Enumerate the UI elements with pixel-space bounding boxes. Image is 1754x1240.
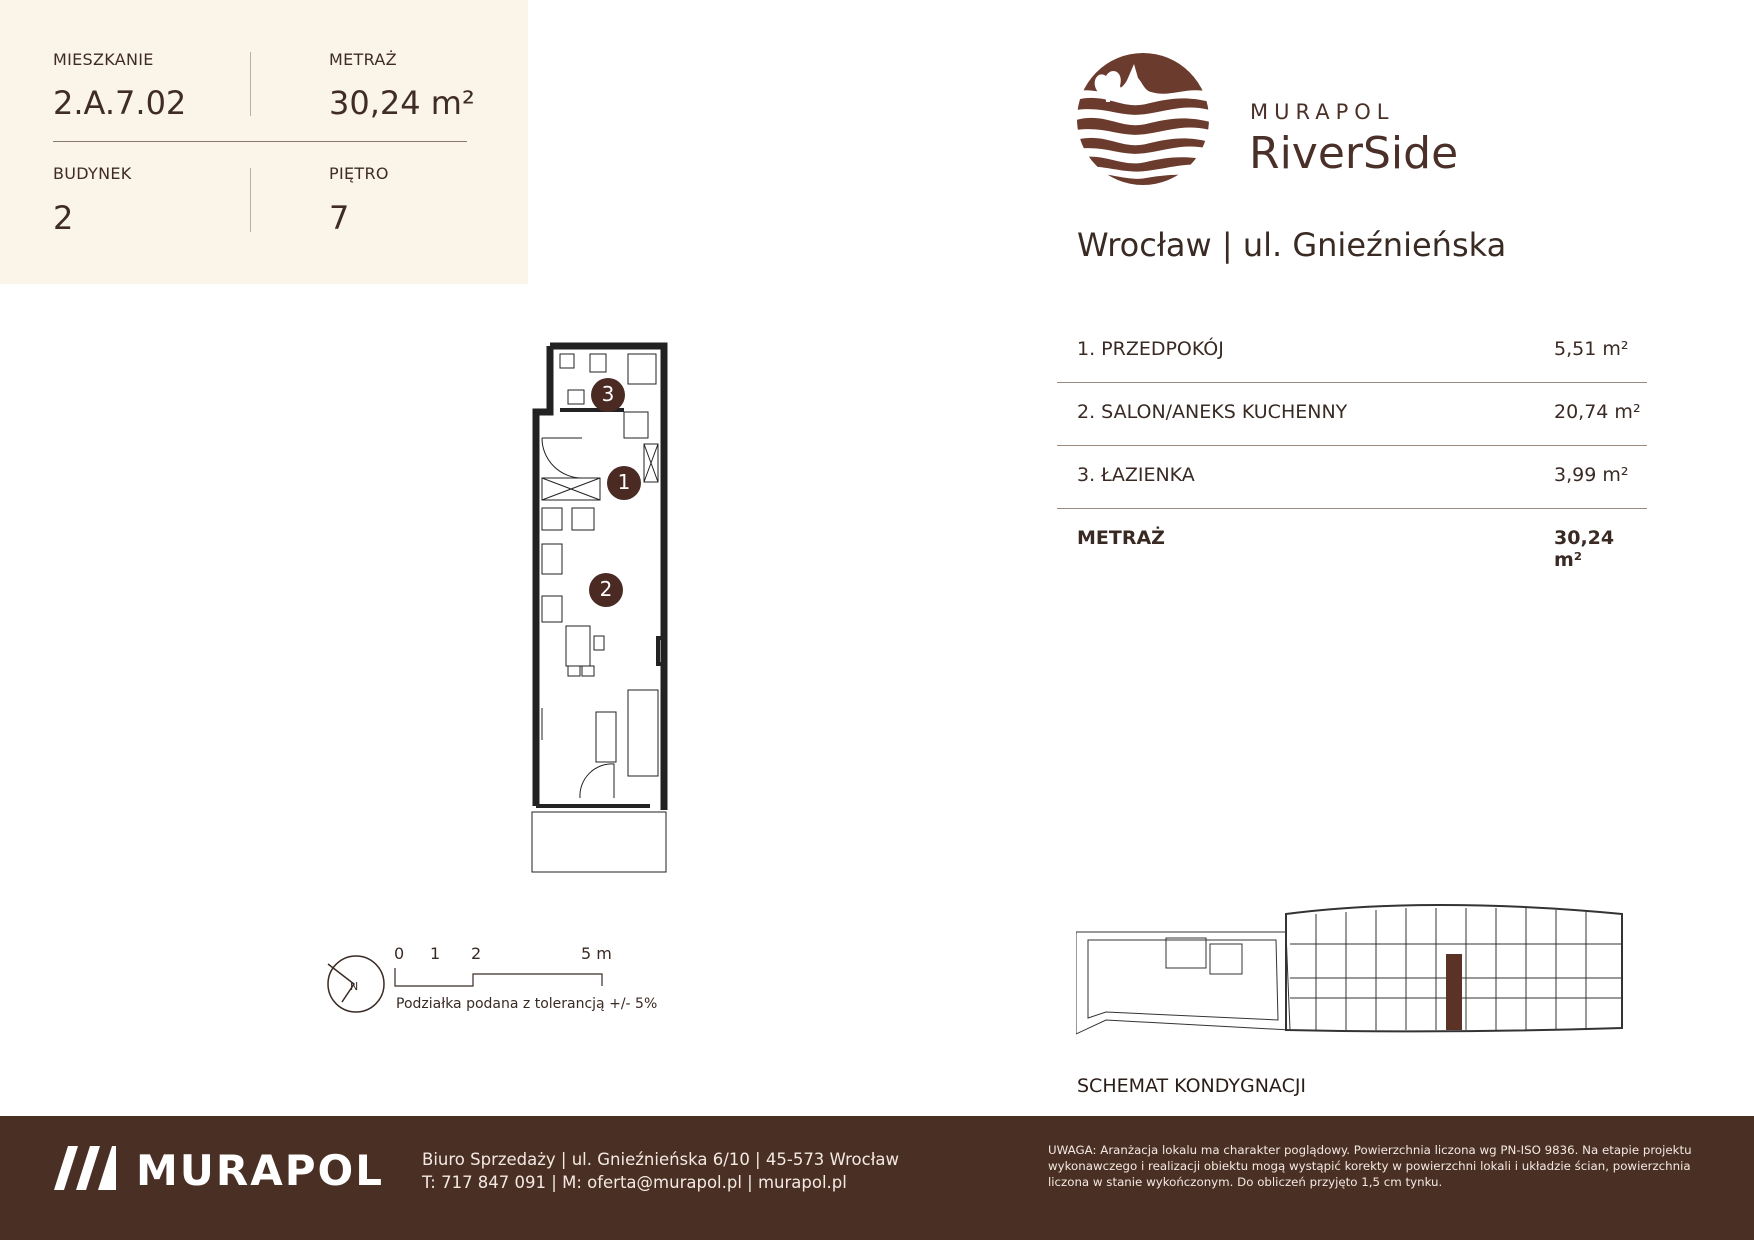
info-divider xyxy=(250,168,251,232)
footer-brand: MURAPOL xyxy=(136,1146,384,1195)
room-row xyxy=(1057,320,1647,383)
address: Wrocław | ul. Gnieźnieńska xyxy=(1077,226,1507,264)
total-value: 30,24 m² xyxy=(1554,527,1615,571)
north-arrow-icon xyxy=(322,950,388,1016)
scale-tick-label: 0 xyxy=(394,944,405,963)
murapol-logo-icon xyxy=(54,1146,116,1190)
room-badge-label: 3 xyxy=(601,382,615,406)
room-area: 3,99 m² xyxy=(1554,464,1629,486)
svg-text:N: N xyxy=(350,980,359,993)
info-divider xyxy=(250,52,251,116)
building-value: 2 xyxy=(53,199,74,237)
room-name: 2. SALON/ANEKS KUCHENNY xyxy=(1077,401,1348,423)
rooms-table xyxy=(1057,320,1647,571)
apartment-highlight xyxy=(1446,954,1462,1030)
info-divider xyxy=(53,141,467,142)
room-area: 5,51 m² xyxy=(1554,338,1629,360)
total-label: METRAŻ xyxy=(1077,527,1165,549)
footer-disclaimer: UWAGA: Aranżacja lokalu ma charakter poglądowy. Powierzchnia liczona wg PN-ISO 9836. Na etapie projektu wykonawczego i realizacji obiektu mogą wystąpić korekty w powierzchni lokali i układzie ścian, powierzchnia liczona w stanie wykończonym. Do obliczeń przyjęto 1,5 cm tynku. xyxy=(1048,1143,1692,1189)
footer xyxy=(0,1116,1754,1240)
room-name: 1. PRZEDPOKÓJ xyxy=(1077,338,1224,360)
floor-scheme-diagram xyxy=(1076,894,1626,1058)
room-row xyxy=(1057,446,1647,509)
room-area: 20,74 m² xyxy=(1554,401,1641,423)
room-badge-label: 2 xyxy=(599,577,613,601)
scheme-label: SCHEMAT KONDYGNACJI xyxy=(1077,1075,1307,1097)
room-name: 3. ŁAZIENKA xyxy=(1077,464,1195,486)
scale-tick-label: 5 m xyxy=(581,944,612,963)
area-label: METRAŻ xyxy=(329,50,397,69)
apartment-value: 2.A.7.02 xyxy=(53,84,187,122)
building-label: BUDYNEK xyxy=(53,164,132,183)
apartment-info-box xyxy=(0,0,528,284)
scale-tick-label: 1 xyxy=(430,944,441,963)
brand-name: RiverSide xyxy=(1249,128,1459,179)
scale-tick-label: 2 xyxy=(471,944,482,963)
apartment-label: MIESZKANIE xyxy=(53,50,154,69)
floor-plan xyxy=(520,340,680,880)
brand-top-label: MURAPOL xyxy=(1250,100,1395,124)
scale-note: Podziałka podana z tolerancją +/- 5% xyxy=(396,996,658,1012)
floor-label: PIĘTRO xyxy=(329,164,389,183)
riverside-logo-icon xyxy=(1076,52,1210,186)
area-value: 30,24 m² xyxy=(329,84,475,122)
floor-value: 7 xyxy=(329,199,350,237)
footer-address: Biuro Sprzedaży | ul. Gnieźnieńska 6/10 | 45-573 Wrocław xyxy=(422,1150,900,1169)
scale-bar xyxy=(393,966,613,990)
room-badge-label: 1 xyxy=(617,470,631,494)
footer-contact: T: 717 847 091 | M: oferta@murapol.pl | murapol.pl xyxy=(422,1173,847,1192)
room-row xyxy=(1057,383,1647,446)
total-row xyxy=(1057,509,1647,571)
